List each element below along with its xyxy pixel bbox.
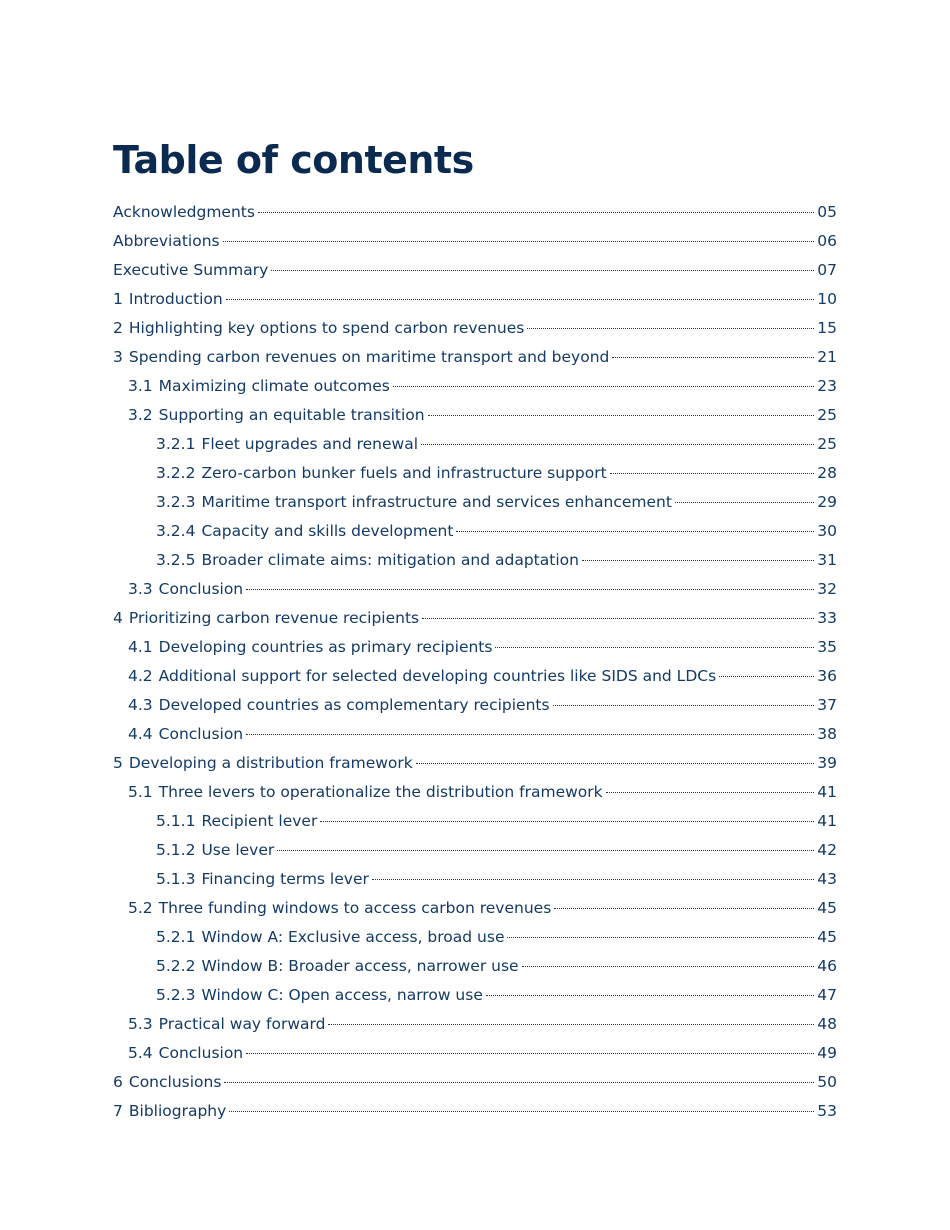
toc-entry-label: Recipient lever [201, 812, 318, 830]
toc-entry[interactable] [113, 256, 837, 285]
toc-entry-page-number: 15 [817, 319, 837, 337]
toc-entry-number: 5.3 [128, 1015, 153, 1033]
toc-entry-label: Conclusion [158, 725, 244, 743]
toc-dot-leader [675, 501, 814, 503]
toc-entry-page-number: 45 [817, 928, 837, 946]
toc-entry-label: Three levers to operationalize the distribution framework [158, 783, 603, 801]
toc-entry-number: 5.4 [128, 1044, 153, 1062]
toc-entry-label: Financing terms lever [201, 870, 369, 888]
toc-entry[interactable] [113, 749, 837, 778]
toc-entry-page-number: 05 [817, 203, 837, 221]
toc-entry[interactable] [113, 430, 837, 459]
toc-entry-page-number: 37 [817, 696, 837, 714]
toc-entry-label: Bibliography [128, 1102, 227, 1120]
toc-entry[interactable] [113, 1097, 837, 1126]
toc-entry[interactable] [113, 372, 837, 401]
toc-entry[interactable] [113, 720, 837, 749]
toc-dot-leader [582, 559, 814, 561]
page-title: Table of contents [113, 138, 474, 182]
toc-dot-leader [606, 791, 815, 793]
toc-entry-label: Use lever [201, 841, 275, 859]
toc-dot-leader [229, 1110, 814, 1112]
toc-entry-page-number: 41 [817, 812, 837, 830]
toc-entry[interactable] [113, 546, 837, 575]
toc-dot-leader [507, 936, 814, 938]
toc-entry-label: Additional support for selected developing countries like SIDS and LDCs [158, 667, 717, 685]
toc-dot-leader [421, 443, 814, 445]
toc-entry[interactable] [113, 575, 837, 604]
toc-entry-label: Developed countries as complementary recipients [158, 696, 550, 714]
toc-entry[interactable] [113, 981, 837, 1010]
toc-entry-number: 1 [113, 290, 123, 308]
toc-entry-label: Conclusions [128, 1073, 222, 1091]
toc-entry[interactable] [113, 894, 837, 923]
toc-entry-number: 5.1.2 [156, 841, 196, 859]
toc-entry-page-number: 42 [817, 841, 837, 859]
toc-entry-number: 4.3 [128, 696, 153, 714]
toc-entry[interactable] [113, 517, 837, 546]
toc-entry-number: 4.1 [128, 638, 153, 656]
toc-dot-leader [428, 414, 815, 416]
toc-dot-leader [527, 327, 814, 329]
toc-entry-number: 3 [113, 348, 123, 366]
toc-entry-page-number: 21 [817, 348, 837, 366]
toc-dot-leader [258, 211, 814, 213]
toc-dot-leader [456, 530, 814, 532]
toc-entry-number: 3.2.5 [156, 551, 196, 569]
toc-dot-leader [554, 907, 814, 909]
toc-entry-page-number: 50 [817, 1073, 837, 1091]
toc-entry-page-number: 39 [817, 754, 837, 772]
toc-entry[interactable] [113, 343, 837, 372]
toc-entry[interactable] [113, 865, 837, 894]
toc-dot-leader [495, 646, 814, 648]
toc-entry-label: Conclusion [158, 580, 244, 598]
toc-entry-label: Fleet upgrades and renewal [201, 435, 418, 453]
toc-entry-page-number: 31 [817, 551, 837, 569]
toc-entry-page-number: 46 [817, 957, 837, 975]
toc-entry-page-number: 32 [817, 580, 837, 598]
toc-entry-label: Developing countries as primary recipients [158, 638, 493, 656]
toc-entry-number: 3.2.1 [156, 435, 196, 453]
toc-entry[interactable] [113, 1068, 837, 1097]
toc-entry[interactable] [113, 662, 837, 691]
toc-entry-page-number: 35 [817, 638, 837, 656]
toc-dot-leader [612, 356, 814, 358]
toc-dot-leader [246, 1052, 814, 1054]
toc-entry[interactable] [113, 459, 837, 488]
toc-entry[interactable] [113, 488, 837, 517]
toc-entry-number: 3.2.4 [156, 522, 196, 540]
toc-entry-label: Prioritizing carbon revenue recipients [128, 609, 420, 627]
toc-dot-leader [522, 965, 815, 967]
toc-entry-page-number: 28 [817, 464, 837, 482]
toc-entry-label: Introduction [128, 290, 223, 308]
toc-entry[interactable] [113, 227, 837, 256]
toc-entry-page-number: 53 [817, 1102, 837, 1120]
toc-entry[interactable] [113, 314, 837, 343]
toc-entry-page-number: 25 [817, 406, 837, 424]
toc-entry-label: Practical way forward [158, 1015, 326, 1033]
toc-entry-label: Zero-carbon bunker fuels and infrastructure support [201, 464, 607, 482]
toc-entry-number: 3.3 [128, 580, 153, 598]
toc-entry-number: 3.2 [128, 406, 153, 424]
toc-entry-label: Window B: Broader access, narrower use [201, 957, 519, 975]
toc-entry-number: 5.2.3 [156, 986, 196, 1004]
toc-entry[interactable] [113, 778, 837, 807]
toc-dot-leader [393, 385, 814, 387]
toc-entry[interactable] [113, 1039, 837, 1068]
toc-entry-number: 5.2.2 [156, 957, 196, 975]
toc-entry-label: Maximizing climate outcomes [158, 377, 390, 395]
toc-entry-number: 5.2 [128, 899, 153, 917]
toc-entry-page-number: 43 [817, 870, 837, 888]
toc-entry-page-number: 06 [817, 232, 837, 250]
toc-dot-leader [226, 298, 815, 300]
toc-entry-label: Three funding windows to access carbon revenues [158, 899, 552, 917]
toc-entry-label: Abbreviations [113, 232, 220, 250]
toc-dot-leader [246, 733, 814, 735]
toc-dot-leader [719, 675, 814, 677]
toc-entry-number: 4.2 [128, 667, 153, 685]
toc-dot-leader [372, 878, 814, 880]
toc-entry-label: Broader climate aims: mitigation and adaptation [201, 551, 579, 569]
toc-entry-label: Capacity and skills development [201, 522, 454, 540]
toc-entry[interactable] [113, 691, 837, 720]
toc-entry-label: Window C: Open access, narrow use [201, 986, 483, 1004]
toc-dot-leader [271, 269, 814, 271]
toc-dot-leader [224, 1081, 814, 1083]
toc-entry-page-number: 41 [817, 783, 837, 801]
toc-entry-label: Executive Summary [113, 261, 269, 279]
toc-entry-label: Developing a distribution framework [128, 754, 413, 772]
toc-entry-label: Supporting an equitable transition [158, 406, 425, 424]
toc-list [113, 198, 837, 1126]
toc-entry[interactable] [113, 401, 837, 430]
toc-entry[interactable] [113, 198, 837, 227]
toc-entry-number: 5.1 [128, 783, 153, 801]
toc-dot-leader [422, 617, 814, 619]
toc-entry[interactable] [113, 633, 837, 662]
toc-dot-leader [328, 1023, 814, 1025]
toc-entry-label: Highlighting key options to spend carbon revenues [128, 319, 525, 337]
toc-entry-label: Conclusion [158, 1044, 244, 1062]
toc-dot-leader [246, 588, 814, 590]
toc-entry[interactable] [113, 923, 837, 952]
toc-entry-page-number: 10 [817, 290, 837, 308]
toc-dot-leader [486, 994, 814, 996]
toc-dot-leader [320, 820, 814, 822]
toc-entry-number: 5.2.1 [156, 928, 196, 946]
toc-entry-label: Acknowledgments [113, 203, 255, 221]
toc-entry-page-number: 07 [817, 261, 837, 279]
toc-dot-leader [553, 704, 815, 706]
toc-entry-page-number: 30 [817, 522, 837, 540]
toc-entry-label: Spending carbon revenues on maritime transport and beyond [128, 348, 610, 366]
toc-dot-leader [223, 240, 815, 242]
toc-entry-number: 5.1.3 [156, 870, 196, 888]
toc-entry-label: Window A: Exclusive access, broad use [201, 928, 505, 946]
toc-entry[interactable] [113, 807, 837, 836]
toc-entry-number: 4 [113, 609, 123, 627]
toc-entry[interactable] [113, 604, 837, 633]
toc-entry-page-number: 29 [817, 493, 837, 511]
toc-entry-page-number: 38 [817, 725, 837, 743]
toc-entry-number: 3.2.2 [156, 464, 196, 482]
toc-entry-page-number: 25 [817, 435, 837, 453]
toc-entry-number: 7 [113, 1102, 123, 1120]
toc-entry-number: 5 [113, 754, 123, 772]
toc-entry-number: 4.4 [128, 725, 153, 743]
toc-entry[interactable] [113, 952, 837, 981]
toc-entry-label: Maritime transport infrastructure and services enhancement [201, 493, 672, 511]
toc-entry-number: 3.1 [128, 377, 153, 395]
toc-dot-leader [610, 472, 815, 474]
toc-entry-page-number: 47 [817, 986, 837, 1004]
toc-entry[interactable] [113, 836, 837, 865]
toc-entry-page-number: 23 [817, 377, 837, 395]
toc-entry-number: 3.2.3 [156, 493, 196, 511]
toc-entry[interactable] [113, 1010, 837, 1039]
toc-entry-page-number: 36 [817, 667, 837, 685]
toc-dot-leader [416, 762, 815, 764]
toc-entry-page-number: 49 [817, 1044, 837, 1062]
toc-entry-page-number: 33 [817, 609, 837, 627]
toc-entry-number: 2 [113, 319, 123, 337]
toc-entry[interactable] [113, 285, 837, 314]
toc-entry-page-number: 48 [817, 1015, 837, 1033]
toc-entry-number: 5.1.1 [156, 812, 196, 830]
toc-entry-page-number: 45 [817, 899, 837, 917]
toc-dot-leader [277, 849, 814, 851]
toc-entry-number: 6 [113, 1073, 123, 1091]
